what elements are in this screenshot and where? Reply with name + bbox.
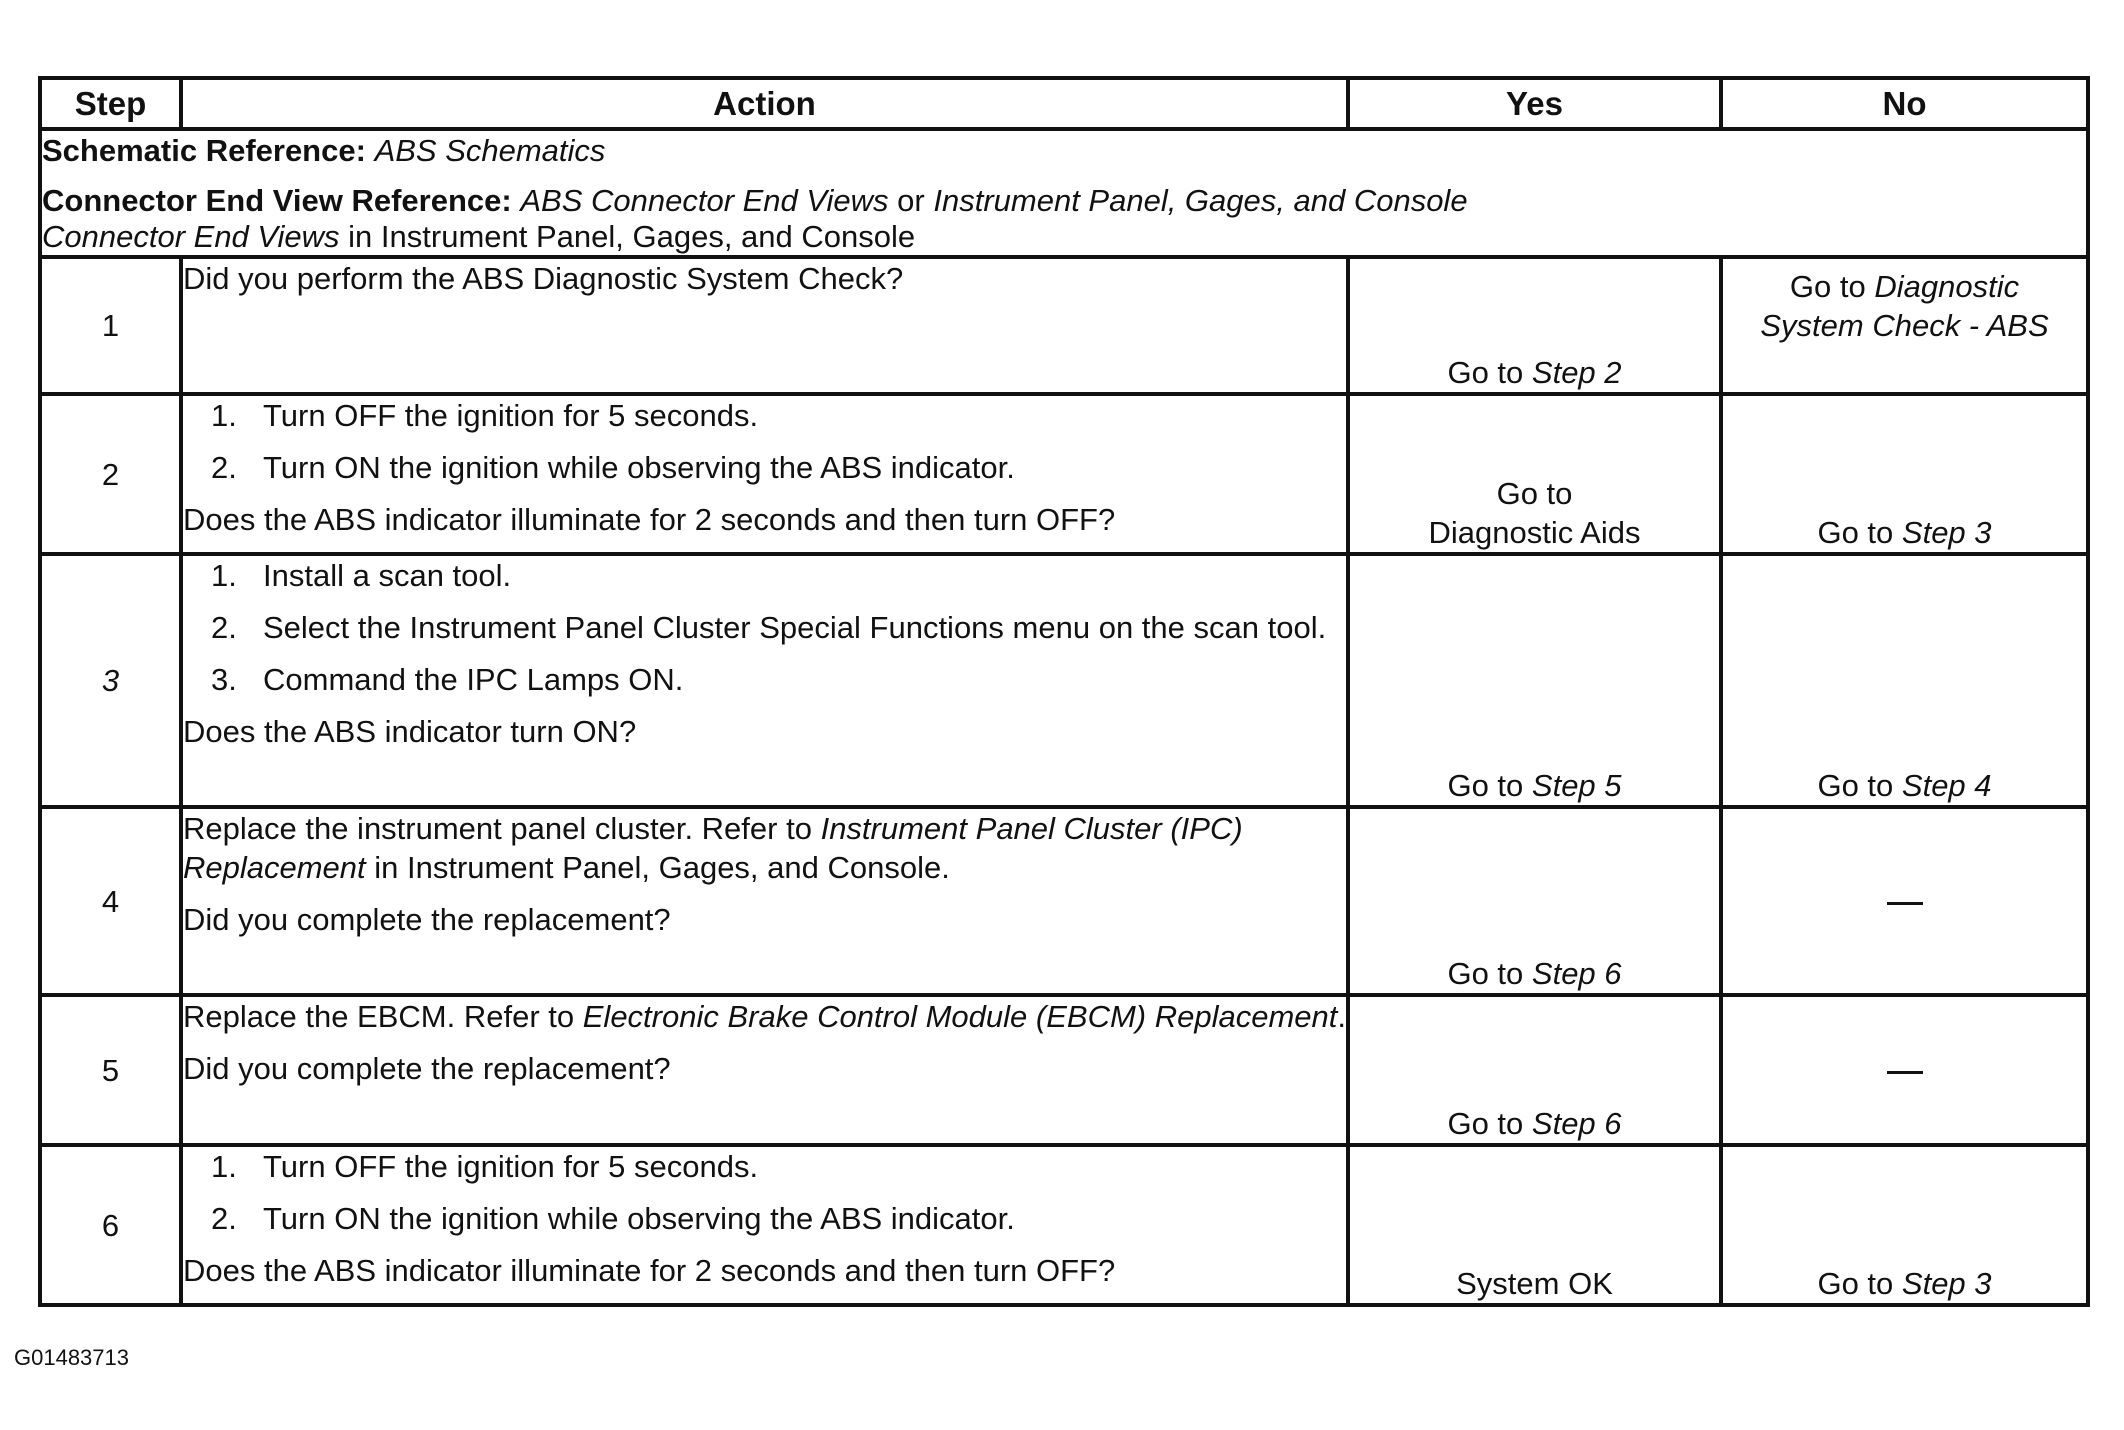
no-prefix: Go to: [1817, 515, 1894, 550]
yes-link[interactable]: Diagnostic Aids: [1428, 515, 1641, 550]
no-cell: [1721, 995, 2088, 1145]
no-link-cont[interactable]: System Check - ABS: [1760, 308, 2049, 343]
action-question: Did you complete the replacement?: [183, 1051, 671, 1086]
action-text: Replace the EBCM. Refer to Electronic Brake Control Module (EBCM) Replacement.: [183, 999, 1347, 1034]
no-cell: [1721, 257, 2088, 394]
table-row: [40, 1145, 2088, 1305]
header-step: Step: [40, 78, 181, 129]
no-cell: [1721, 554, 2088, 807]
connector-reference-link-1[interactable]: ABS Connector End Views: [520, 183, 889, 218]
yes-prefix: Go to: [1447, 355, 1524, 390]
no-cell: [1721, 394, 2088, 554]
table-row: [40, 394, 2088, 554]
yes-link[interactable]: Step 6: [1531, 956, 1622, 991]
action-cell: [181, 807, 1348, 995]
step-number: 6: [40, 1145, 181, 1305]
yes-cell: [1348, 995, 1721, 1145]
yes-prefix: Go to: [1447, 1106, 1524, 1141]
yes-cell: [1348, 394, 1721, 554]
diagnostic-table: [38, 76, 2090, 1307]
action-question: Does the ABS indicator illuminate for 2 seconds and then turn OFF?: [183, 502, 1116, 537]
action-link[interactable]: Instrument Panel Cluster (IPC) Replacement: [183, 811, 1243, 885]
list-item: 1. Install a scan tool.: [211, 558, 512, 593]
action-question: Does the ABS indicator illuminate for 2 seconds and then turn OFF?: [183, 1253, 1116, 1288]
connector-reference: [42, 183, 2086, 255]
action-cell: [181, 554, 1348, 807]
yes-prefix: Go to: [1447, 768, 1524, 803]
action-link[interactable]: Electronic Brake Control Module (EBCM) Replacement: [582, 999, 1338, 1034]
action-text: Replace the instrument panel cluster. Refer to Instrument Panel Cluster (IPC) Replacement in Instrument Panel, Gages, and Console.: [183, 811, 1243, 885]
connector-reference-or: or: [897, 183, 925, 218]
yes-text: System OK: [1456, 1266, 1613, 1301]
no-cell: [1721, 1145, 2088, 1305]
action-cell: [181, 394, 1348, 554]
reference-cell: [40, 129, 2088, 257]
no-dash: [1887, 902, 1923, 905]
connector-reference-link-2b[interactable]: Connector End Views: [42, 219, 340, 254]
schematic-reference-label: Schematic Reference:: [42, 133, 366, 168]
list-item: 2. Select the Instrument Panel Cluster Special Functions menu on the scan tool.: [211, 610, 1327, 645]
action-question: Did you complete the replacement?: [183, 902, 671, 937]
step-number: 2: [40, 394, 181, 554]
action-list: [183, 556, 1346, 699]
header-row: [40, 78, 2088, 129]
list-item: 1. Turn OFF the ignition for 5 seconds.: [211, 1149, 759, 1184]
no-cell: [1721, 807, 2088, 995]
yes-link[interactable]: Step 6: [1531, 1106, 1622, 1141]
no-prefix: Go to: [1817, 768, 1894, 803]
yes-cell: [1348, 1145, 1721, 1305]
action-list: [183, 396, 1346, 487]
yes-line-1: Go to: [1496, 476, 1573, 511]
connector-reference-suffix: in Instrument Panel, Gages, and Console: [348, 219, 916, 254]
no-link[interactable]: Diagnostic: [1874, 269, 2020, 304]
yes-link[interactable]: Step 5: [1531, 768, 1622, 803]
header-action: Action: [181, 78, 1348, 129]
no-link[interactable]: Step 3: [1901, 1266, 1992, 1301]
header-yes: Yes: [1348, 78, 1721, 129]
no-link[interactable]: Step 3: [1901, 515, 1992, 550]
schematic-reference-link[interactable]: ABS Schematics: [374, 133, 606, 168]
no-prefix: Go to: [1817, 1266, 1894, 1301]
list-item: 2. Turn ON the ignition while observing the ABS indicator.: [211, 450, 1015, 485]
action-cell: [181, 257, 1348, 394]
yes-cell: [1348, 257, 1721, 394]
no-link[interactable]: Step 4: [1901, 768, 1992, 803]
step-number: 1: [40, 257, 181, 394]
table-row: [40, 554, 2088, 807]
connector-reference-label: Connector End View Reference:: [42, 183, 512, 218]
list-item: 2. Turn ON the ignition while observing the ABS indicator.: [211, 1201, 1015, 1236]
action-question: Did you perform the ABS Diagnostic System Check?: [183, 261, 904, 296]
action-cell: [181, 995, 1348, 1145]
yes-prefix: Go to: [1447, 956, 1524, 991]
step-number: 4: [40, 807, 181, 995]
list-item: 1. Turn OFF the ignition for 5 seconds.: [211, 398, 759, 433]
list-item: 3. Command the IPC Lamps ON.: [211, 662, 684, 697]
no-prefix: Go to: [1789, 269, 1866, 304]
connector-reference-link-2a[interactable]: Instrument Panel, Gages, and Console: [933, 183, 1468, 218]
schematic-reference: [42, 131, 2086, 170]
header-no: No: [1721, 78, 2088, 129]
no-dash: [1887, 1071, 1923, 1074]
table-row: [40, 995, 2088, 1145]
table-row: [40, 257, 2088, 394]
step-number: 5: [40, 995, 181, 1145]
table-row: [40, 807, 2088, 995]
yes-cell: [1348, 807, 1721, 995]
action-list: [183, 1147, 1346, 1238]
figure-id: G01483713: [14, 1345, 129, 1370]
action-question: Does the ABS indicator turn ON?: [183, 714, 637, 749]
action-cell: [181, 1145, 1348, 1305]
yes-cell: [1348, 554, 1721, 807]
step-number: 3: [40, 554, 181, 807]
reference-row: [40, 129, 2088, 257]
yes-link[interactable]: Step 2: [1531, 355, 1622, 390]
